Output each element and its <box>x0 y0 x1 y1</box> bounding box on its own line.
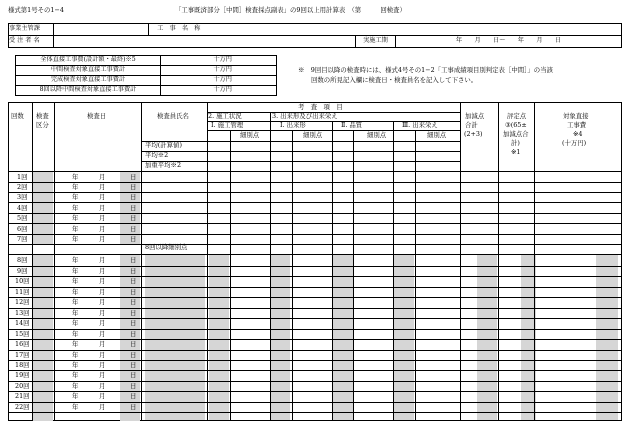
header-saibetsu: 細別点 <box>303 131 323 139</box>
header-taisho: ※4 <box>573 130 583 138</box>
avg-label: 平均※2 <box>145 151 169 159</box>
row-line <box>8 202 622 203</box>
header-hyotei: 評定点 <box>507 112 527 120</box>
header-h2a: Ⅰ. 施工管理 <box>211 121 244 129</box>
date-day-label: 日 <box>130 382 137 390</box>
date-year-label: 年 <box>72 173 79 181</box>
contractor-label: 受 注 者 名 <box>9 36 54 48</box>
project-name-label: 工 事 名 称 <box>149 24 209 36</box>
header-kensa-kubun: 区分 <box>36 121 49 129</box>
summary-unit[interactable]: 十万円 <box>161 66 277 76</box>
row-number: 16回 <box>15 340 30 348</box>
row-number: 5回 <box>17 214 28 222</box>
date-day-label: 日 <box>130 288 137 296</box>
header-kensabi: 検査日 <box>87 112 107 120</box>
page-title: 「工事既済部分［中間］検査採点副表」の9回以上用計算表 （第 回検査） <box>175 6 406 14</box>
summary-label: 全体直接工事費(設計額・最終)※5 <box>16 56 161 66</box>
header-kousa: 考 査 項 目 <box>298 103 343 111</box>
row-number: 7回 <box>17 235 28 243</box>
date-day-label: 日 <box>130 340 137 348</box>
header-kensa-kubun: 検査 <box>36 112 49 120</box>
date-year-label: 年 <box>72 183 79 191</box>
after8-box <box>141 244 622 421</box>
date-day-label: 日 <box>130 309 137 317</box>
shaded-cell <box>33 255 53 421</box>
row-number: 13回 <box>15 309 30 317</box>
row-number: 15回 <box>15 330 30 338</box>
row-number: 21回 <box>15 392 30 400</box>
date-month-label: 月 <box>99 256 106 264</box>
period-value[interactable]: 年 月 日〜 年 月 日 <box>396 36 622 48</box>
avg-calc-label: 平均(計算値) <box>145 141 182 149</box>
date-day-label: 日 <box>130 361 137 369</box>
date-month-label: 月 <box>99 382 106 390</box>
date-month-label: 月 <box>99 309 106 317</box>
summary-label: 中間検査対象直接工事費計 <box>16 66 161 76</box>
date-year-label: 年 <box>72 351 79 359</box>
date-day-label: 日 <box>130 298 137 306</box>
date-year-label: 年 <box>72 309 79 317</box>
date-month-label: 月 <box>99 392 106 400</box>
row-number: 1回 <box>17 173 28 181</box>
date-day-label: 日 <box>130 371 137 379</box>
summary-unit[interactable]: 十万円 <box>161 56 277 66</box>
date-day-label: 日 <box>130 256 137 264</box>
row-number: 18回 <box>15 361 30 369</box>
row-number: 11回 <box>15 288 30 296</box>
col-line <box>32 102 33 421</box>
row-number: 12回 <box>15 298 30 306</box>
date-year-label: 年 <box>72 298 79 306</box>
row-number: 14回 <box>15 319 30 327</box>
date-year-label: 年 <box>72 361 79 369</box>
date-month-label: 月 <box>99 403 106 411</box>
row-number: 9回 <box>17 267 28 275</box>
date-year-label: 年 <box>72 193 79 201</box>
date-year-label: 年 <box>72 204 79 212</box>
contractor-table <box>8 35 622 48</box>
header-hline <box>141 141 460 142</box>
header-kagen: 加減点 <box>465 112 485 120</box>
header-kensain: 検査員氏名 <box>157 112 189 120</box>
row-line <box>8 171 622 172</box>
summary-table <box>15 55 277 96</box>
header-saibetsu: 細別点 <box>367 131 387 139</box>
note-line: 回数の所見記入欄に検査日・検査員名を記入して下さい。 <box>311 76 478 84</box>
date-year-label: 年 <box>72 277 79 285</box>
header-taisho: (十万円) <box>562 139 587 147</box>
header-hyotei: ③(65± <box>505 121 527 129</box>
dept-label: 事業主管課 <box>9 24 54 36</box>
header-taisho: 工事費 <box>567 121 587 129</box>
date-day-label: 日 <box>130 173 137 181</box>
date-day-label: 日 <box>130 193 137 201</box>
date-year-label: 年 <box>72 340 79 348</box>
date-month-label: 月 <box>99 225 106 233</box>
date-month-label: 月 <box>99 183 106 191</box>
summary-unit[interactable]: 十万円 <box>161 76 277 86</box>
header-h3: 3. 出来形及び出来栄え <box>272 112 338 120</box>
header-hyotei: 加減点合 <box>503 130 529 138</box>
date-month-label: 月 <box>99 214 106 222</box>
header-h3a: Ⅰ. 出来形 <box>280 121 306 129</box>
row-number: 2回 <box>17 183 28 191</box>
header-h3b: Ⅱ. 品質 <box>341 121 363 129</box>
date-day-label: 日 <box>130 319 137 327</box>
date-day-label: 日 <box>130 267 137 275</box>
date-year-label: 年 <box>72 214 79 222</box>
date-year-label: 年 <box>72 392 79 400</box>
dept-value[interactable] <box>54 24 149 36</box>
date-month-label: 月 <box>99 298 106 306</box>
row-number: 6回 <box>17 225 28 233</box>
date-year-label: 年 <box>72 403 79 411</box>
date-day-label: 日 <box>130 351 137 359</box>
form-id: 様式第1号その1−4 <box>8 6 64 14</box>
date-year-label: 年 <box>72 319 79 327</box>
date-year-label: 年 <box>72 225 79 233</box>
date-day-label: 日 <box>130 392 137 400</box>
project-name-value[interactable] <box>209 24 622 36</box>
date-year-label: 年 <box>72 288 79 296</box>
date-day-label: 日 <box>130 183 137 191</box>
date-day-label: 日 <box>130 214 137 222</box>
date-month-label: 月 <box>99 371 106 379</box>
row-line <box>8 223 622 224</box>
header-h2: 2. 施工状況 <box>208 112 242 120</box>
row-number: 19回 <box>15 371 30 379</box>
weighted-avg-label: 加重平均※2 <box>145 161 182 169</box>
date-month-label: 月 <box>99 361 106 369</box>
row-number: 4回 <box>17 204 28 212</box>
date-month-label: 月 <box>99 267 106 275</box>
date-month-label: 月 <box>99 277 106 285</box>
header-hyotei: ※1 <box>511 148 521 156</box>
date-month-label: 月 <box>99 204 106 212</box>
date-year-label: 年 <box>72 371 79 379</box>
header-hline <box>141 161 460 162</box>
row-number: 8回 <box>17 256 28 264</box>
header-taisho: 対象直接 <box>563 112 589 120</box>
date-year-label: 年 <box>72 235 79 243</box>
row-number: 10回 <box>15 277 30 285</box>
summary-label: 完成検査対象直接工事費計 <box>16 76 161 86</box>
date-month-label: 月 <box>99 319 106 327</box>
header-hyotei: 計) <box>511 139 520 147</box>
date-day-label: 日 <box>130 235 137 243</box>
header-saibetsu: 細別点 <box>427 131 447 139</box>
date-day-label: 日 <box>130 204 137 212</box>
col-line <box>54 102 55 421</box>
date-month-label: 月 <box>99 235 106 243</box>
period-label: 実施工期 <box>356 36 396 48</box>
date-day-label: 日 <box>130 403 137 411</box>
header-hline <box>141 151 460 152</box>
header-kaisu: 回数 <box>11 112 24 120</box>
date-year-label: 年 <box>72 256 79 264</box>
date-month-label: 月 <box>99 173 106 181</box>
row-number: 3回 <box>17 193 28 201</box>
header-h3c: Ⅲ. 出来栄え <box>402 121 438 129</box>
after8-label: 8回以降細別点 <box>145 243 188 251</box>
summary-unit[interactable]: 十万円 <box>161 86 277 96</box>
summary-label: 8回以降中間検査対象直接工事費計 <box>16 86 161 96</box>
date-month-label: 月 <box>99 288 106 296</box>
header-kagen: 合計 <box>465 121 478 129</box>
contractor-value[interactable] <box>54 36 356 48</box>
row-number: 22回 <box>15 403 30 411</box>
row-number: 17回 <box>15 351 30 359</box>
date-month-label: 月 <box>99 330 106 338</box>
date-day-label: 日 <box>130 225 137 233</box>
date-year-label: 年 <box>72 330 79 338</box>
date-day-label: 日 <box>130 330 137 338</box>
date-year-label: 年 <box>72 382 79 390</box>
date-month-label: 月 <box>99 340 106 348</box>
date-month-label: 月 <box>99 351 106 359</box>
header-saibetsu: 細別点 <box>240 131 260 139</box>
date-month-label: 月 <box>99 193 106 201</box>
date-year-label: 年 <box>72 267 79 275</box>
date-day-label: 日 <box>130 277 137 285</box>
note-line: ※ 9回目以降の検査時には、様式4号その1−2「工事成績項目別判定表［中間］」の当該 <box>298 66 553 74</box>
header-kagen: (2+3) <box>464 130 483 138</box>
row-number: 20回 <box>15 382 30 390</box>
